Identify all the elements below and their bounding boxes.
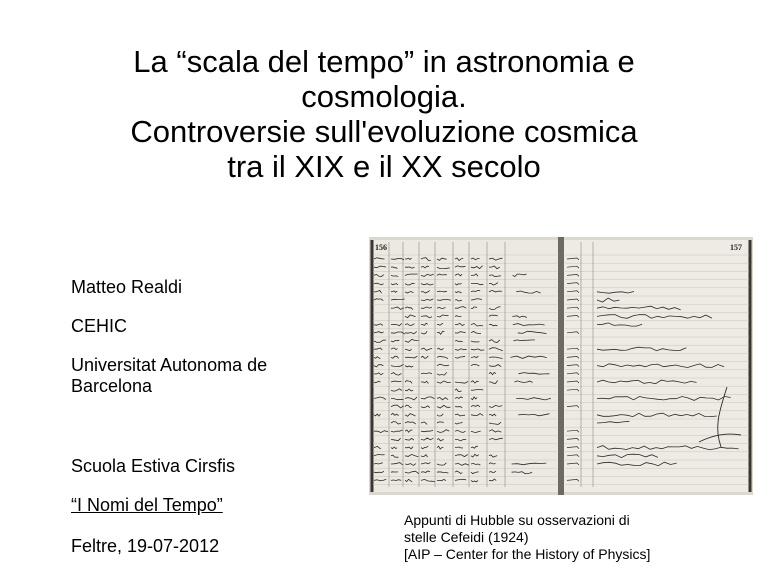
university-line-2: Barcelona <box>71 376 153 396</box>
left-page-number: 156 <box>375 243 387 252</box>
caption-line-1: Appunti di Hubble su osservazioni di <box>404 512 630 528</box>
university <box>71 355 267 397</box>
slide-title <box>60 44 708 184</box>
title-line-3: Controversie sull'evoluzione cosmica <box>130 114 638 149</box>
hubble-notebook-photo <box>369 237 753 495</box>
event-link[interactable]: “I Nomi del Tempo” <box>71 495 223 515</box>
institution-short: CEHIC <box>71 316 128 336</box>
title-line-1: La “scala del tempo” in astronomia e <box>133 44 635 79</box>
place-date: Feltre, 19-07-2012 <box>71 536 220 556</box>
title-line-4: tra il XIX e il XX secolo <box>227 149 541 184</box>
handwritten-stroke <box>437 291 447 292</box>
notebook-image <box>369 237 753 495</box>
author-name: Matteo Realdi <box>71 277 183 297</box>
school-name: Scuola Estiva Cirsfis <box>71 456 236 476</box>
university-line-1: Universitat Autonoma de <box>71 355 268 375</box>
caption-line-3: [AIP – Center for the History of Physics] <box>404 546 651 562</box>
caption-line-2: stelle Cefeidi (1924) <box>404 529 529 545</box>
title-line-2: cosmologia. <box>301 79 467 114</box>
right-page-number: 157 <box>730 243 742 252</box>
notebook-binding <box>558 237 564 495</box>
photo-caption <box>404 512 734 563</box>
